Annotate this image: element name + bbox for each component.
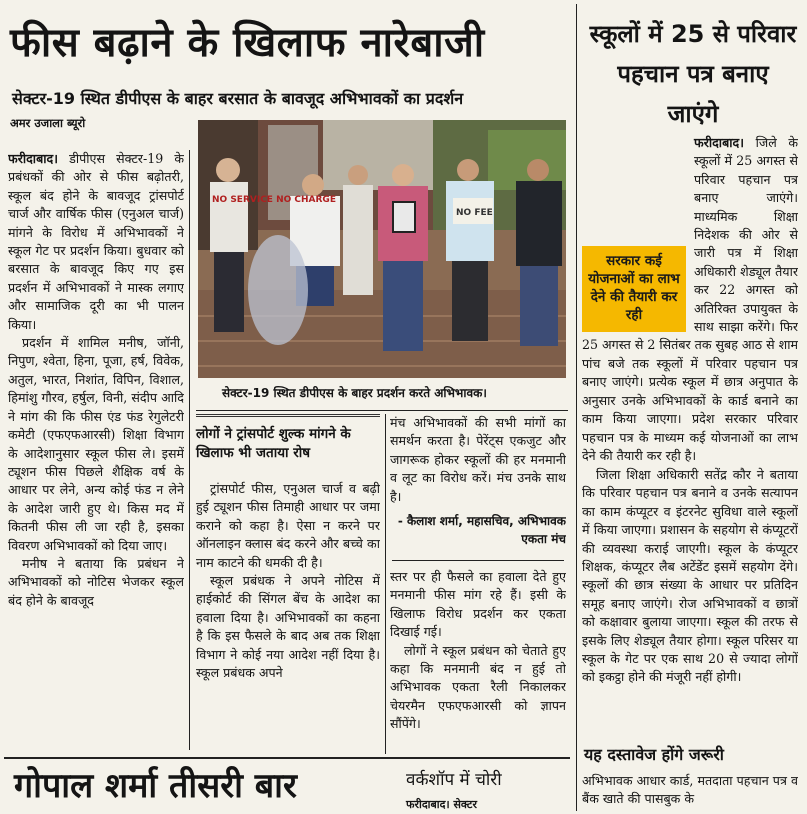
col1-para-2: प्रदर्शन में शामिल मनीष, जॉनी, निपुण, श्वेता, हिना, पूजा, हर्ष, विवेक, अतुल, भारत, निशांत, विपिन, विशाल, हिमांशु गौरव, हर्षुल, विनी, संदीप आदि ने मांग की कि फीस एंड फंड रेगुलेटरी कमेटी (एफएफआरसी) शिक्षा विभाग के आदेशानुसार स्कूल फीस ले। इसमें ट्यूशन फीस पिछले शैक्षिक वर्ष के आधार पर लेने, अन्य कोई फंड न लेने के आदेश जारी हुए थे। किस मद में कितनी फीस ली जा रही है, इसका विवरण अभिभावकों को दिया जाए। bbox=[8, 335, 184, 553]
sidebar-box bbox=[196, 414, 380, 479]
main-column-2 bbox=[196, 480, 380, 754]
right-subhead: यह दस्तावेज होंगे जरूरी bbox=[584, 745, 724, 764]
right-lead bbox=[582, 134, 798, 466]
col3-para-2: लोगों ने स्कूल प्रबंधन को चेताते हुए कहा कि मनमानी बंद न हुई तो अभिभावक एकता रैली निकालकर चेयरमैन एफएफआरसी को ज्ञापन सौंपेंगे। bbox=[390, 642, 566, 732]
main-dateline: फरीदाबाद। bbox=[8, 151, 58, 166]
placard-no-fee: NO FEE bbox=[456, 208, 493, 218]
col1-para-1: डीपीएस सेक्टर-19 के प्रबंधकों की ओर से फीस बढ़ोतरी, स्कूल बंद होने के बावजूद ट्रांसपोर्ट चार्ज और वार्षिक फीस (एनुअल चार्ज) मांगने के विरोध में अभिभावकों ने स्कूल गेट पर प्रदर्शन किया। बुधवार को बरसात के बावजूद किए गए इस प्रदर्शन में अभिभावकों ने मास्क लगाए और सामाजिक दूरी का भी पालन किया। bbox=[8, 151, 184, 332]
placard-no-service: NO SERVICE NO CHARGE bbox=[212, 195, 336, 205]
right-body-3 bbox=[582, 772, 798, 811]
main-headline: फीस बढ़ाने के खिलाफ नारेबाजी bbox=[10, 20, 485, 66]
col3-para-1: स्तर पर ही फैसले का हवाला देते हुए मनमानी फीस मांग रहे हैं। इसी के खिलाफ विरोध प्रदर्शन कर एकता दिखाई गई। bbox=[390, 569, 566, 640]
sidebar-head: लोगों ने ट्रांसपोर्ट शुल्क मांगने के खिलाफ भी जताया रोष bbox=[196, 426, 351, 461]
quote-box bbox=[390, 414, 566, 554]
photo-caption: सेक्टर-19 स्थित डीपीएस के बाहर प्रदर्शन करते अभिभावक। bbox=[222, 386, 487, 400]
highlight-box bbox=[582, 246, 686, 332]
col2-para-1: ट्रांसपोर्ट फीस, एनुअल चार्ज व बढ़ी हुई ट्यूशन फीस तिमाही आधार पर जमा कराने को कहा है। ऐसा न करने पर ऑनलाइन क्लास बंद करने और बच्चे का नाम काटने की धमकी दी है। bbox=[196, 481, 380, 570]
right-dateline: फरीदाबाद। bbox=[694, 135, 744, 150]
bottom-headline: गोपाल शर्मा तीसरी बार bbox=[14, 766, 297, 806]
main-column-1 bbox=[8, 150, 184, 754]
col2-para-2: स्कूल प्रबंधक ने अपने नोटिस में हाईकोर्ट की सिंगल बेंच के आदेश का हवाला दिया है। अभिभावकों का कहना है कि इस फैसले के बाद अब तक शिक्षा विभाग ने कोई नया आदेश नहीं दिया है। स्कूल प्रबंधक अपने bbox=[196, 573, 380, 681]
quote-attribution: - कैलाश शर्मा, महासचिव, अभिभावक एकता मंच bbox=[397, 514, 566, 547]
col1-para-3: मनीष ने बताया कि प्रबंधन ने अभिभावकों को नोटिस भेजकर स्कूल बंद होने के बावजूद bbox=[8, 555, 184, 608]
bottom-headline-2: वर्कशॉप में चोरी bbox=[406, 770, 502, 790]
protest-photo bbox=[198, 120, 566, 378]
right-headline: स्कूलों में 25 से परिवार पहचान पत्र बनाए जाएंगे bbox=[589, 20, 797, 128]
right-body bbox=[582, 466, 798, 738]
main-subhead: सेक्टर-19 स्थित डीपीएस के बाहर बरसात के बावजूद अभिभावकों का प्रदर्शन bbox=[12, 89, 464, 108]
highlight-text: सरकार कई योजनाओं का लाभ देने की तैयारी कर रही bbox=[588, 253, 680, 323]
right-body-text: जिला शिक्षा अधिकारी सतेंद्र कौर ने बताया कि परिवार पहचान पत्र बनाने व उनके सत्यापन का काम कंप्यूटर व इंटरनेट सुविधा वाले स्कूलों में किया जाएगा। प्रशासन के सहयोग से कंप्यूटरों की व्यवस्था कराई जाएगी। स्कूल के कंप्यूटर शिक्षक, कंप्यूटर लैब अटेंडेंट इसमें सहयोग देंगे। स्कूलों की छात्र संख्या के आधार पर प्रतिदिन समूह बनाए जाएंगे। रोज अभिभावकों व छात्रों को कक्षावार बुलाया जाएगा। स्कूल की तरफ से इसके लिए शेड्यूल तैयार होगा। स्कूल परिसर या स्कूल के गेट पर एक साथ 20 से ज्यादा लोगों को इकट्ठा होने की मंजूरी नहीं होगी। bbox=[582, 467, 798, 685]
byline: अमर उजाला ब्यूरो bbox=[10, 116, 86, 130]
right-body-3-text: अभिभावक आधार कार्ड, मतदाता पहचान पत्र व बैंक खाते की पासबुक के bbox=[582, 773, 798, 807]
right-lead-text: जिले के स्कूलों में 25 अगस्त से परिवार पहचान पत्र बनाए जाएंगे। माध्यमिक शिक्षा निदेशक की ओर से जारी पत्र में शिक्षा अधिकारी शेड्यूल तैयार कर 22 अगस्त को अतिरिक्त उपायुक्त के साथ साझा करेंगे। फिर 25 अगस्त से 2 सितंबर तक सुबह आठ से शाम पांच बजे तक स्कूलों में परिवार पहचान पत्र बनाए जाएंगे। प्रत्येक स्कूल में छात्र अनुपात के अनुसार उनके अभिभावकों के कार्ड बनाने का काम किया जाएगा। प्रदेश सरकार परिवार पहचान पत्र के माध्यम कई योजनाओं का लाभ देने की तैयारी कर रही है। bbox=[582, 135, 798, 463]
main-column-3 bbox=[390, 568, 566, 754]
quote-text: मंच अभिभावकों की सभी मांगों का समर्थन करता है। पेरेंट्स एकजुट और जागरूक होकर स्कूलों की हर मनमानी व लूट का विरोध करें। मंच उनके साथ है। bbox=[390, 415, 566, 504]
bottom-dateline-2: फरीदाबाद। सेक्टर bbox=[406, 798, 477, 811]
